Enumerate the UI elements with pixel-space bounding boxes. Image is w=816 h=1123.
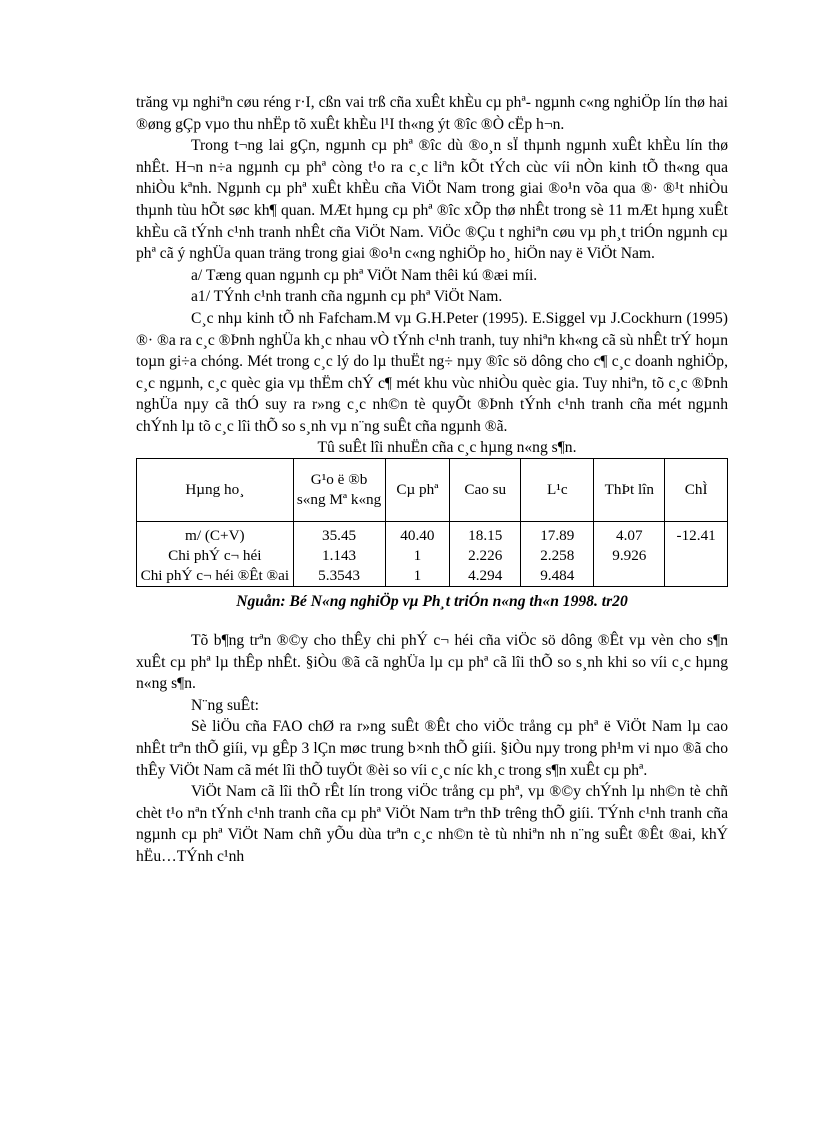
table-cell: m/ (C+V) — [137, 521, 294, 546]
table-header-row — [137, 458, 728, 521]
table-row — [137, 546, 728, 566]
table-header-cell: Cµ phª — [385, 458, 450, 521]
table-cell: 4.07 — [594, 521, 665, 546]
table-cell: 40.40 — [385, 521, 450, 546]
table-cell: 17.89 — [521, 521, 594, 546]
table-header-cell: L¹c — [521, 458, 594, 521]
paragraph-intro-continued: trăng vµ nghiªn cøu réng r·I, cßn vai trß cña xuÊt khÈu cµ phª- ngµnh c«ng nghiÖp lín thø hai ®øng gÇp vµo thu nhËp tõ xuÊt khÈu l¹I th«ng ýt ®îc ®Ò cËp h¬n. — [136, 94, 728, 133]
heading-productivity: N¨ng suÊt: — [191, 696, 260, 714]
paragraph-fao-data: Sè liÖu cña FAO chØ ra r»ng suÊt ®Êt cho viÖc trång cµ phª ë ViÖt Nam lµ cao nhÊt trªn thÕ giíi, vµ gÊp 3 lÇn møc trung b×nh thÕ giíi. §iÒu nµy trong ph¹m vi nµo ®ã cho thÊy ViÖt Nam cã mét lîi thÕ tuyÖt ®èi so víi c¸c níc kh¸c trong s¶n xuÊt cµ phª. — [136, 718, 728, 779]
table-header-cell: Cao su — [450, 458, 521, 521]
paragraph-economists: C¸c nhµ kinh tÕ nh Fafcham.M vµ G.H.Peter (1995). E.Siggel vµ J.Cockhurn (1995) ®· ®a ra c¸c ®Þnh nghÜa kh¸c nhau vÒ tÝnh c¹nh tranh, tuy nhiªn kh«ng cã sù nhÊt trÝ hoµn toµn gi÷a chóng. Mét trong c¸c lý do lµ thuËt ng÷ nµy ®îc sö dông cho c¶ c¸c doanh nghiÖp, c¸c ngµnh, c¸c quèc gia vµ thËm chÝ c¶ mét khu vùc nhiÒu quèc gia. Tuy nhiªn, tõ c¸c ®Þnh nghÜa nµy cã thÓ suy ra r»ng c¸c nh©n tè quyÕt ®Þnh tÝnh c¹nh tranh cña mét ngµnh chÝnh lµ tõ c¸c lîi thÕ so s¸nh vµ n¨ng suÊt cña ngµnh ®ã. — [136, 309, 728, 435]
table-cell: 35.45 — [293, 521, 385, 546]
table-row — [137, 521, 728, 546]
table-cell: 5.3543 — [293, 566, 385, 587]
table-header-cell: Hµng ho¸ — [137, 458, 294, 521]
table-cell: 2.258 — [521, 546, 594, 566]
heading-overview: a/ Tæng quan ngµnh cµ phª ViÖt Nam thêi kú ®æi míi. — [191, 266, 538, 284]
table-cell — [665, 546, 728, 566]
paragraph-advantage: ViÖt Nam cã lîi thÕ rÊt lín trong viÖc trång cµ phª, vµ ®©y chÝnh lµ nh©n tè chñ chèt t¹o nªn tÝnh c¹nh tranh cña cµ phª ViÖt Nam trªn thÞ trêng thÕ giíi. TÝnh c¹nh tranh cña ngµnh cµ phª ViÖt Nam chñ yÕu dùa trªn c¸c nh©n tè tù nhiªn nh n¨ng suÊt ®Êt ®ai, khÝ hËu…TÝnh c¹nh — [136, 783, 728, 866]
table-cell: 9.484 — [521, 566, 594, 587]
table-cell: 2.226 — [450, 546, 521, 566]
table-title: Tû suÊt lîi nhuËn cña c¸c hµng n«ng s¶n. — [317, 438, 577, 456]
table-cell: Chi phÝ c¬ héi — [137, 546, 294, 566]
table-cell: 4.294 — [450, 566, 521, 587]
document-page — [136, 92, 728, 868]
table-cell: Chi phÝ c¬ héi ®Êt ®ai — [137, 566, 294, 587]
table-cell: -12.41 — [665, 521, 728, 546]
table-source: Nguån: Bé N«ng nghiÖp vµ Ph¸t triÓn n«ng th«n 1998. tr20 — [236, 592, 628, 610]
table-cell — [665, 566, 728, 587]
table-cell: 1.143 — [293, 546, 385, 566]
paragraph-opportunity-cost: Tõ b¶ng trªn ®©y cho thÊy chi phÝ c¬ héi cña viÖc sö dông ®Êt vµ vèn cho s¶n xuÊt cµ phª lµ thÊp nhÊt. §iÒu ®ã cã nghÜa lµ cµ phª cã lîi thÕ so s¸nh khi so víi c¸c hµng n«ng s¶n. — [136, 632, 728, 693]
table-header-cell: ChÌ — [665, 458, 728, 521]
table-cell — [594, 566, 665, 587]
table-cell: 18.15 — [450, 521, 521, 546]
table-cell: 1 — [385, 566, 450, 587]
heading-competitiveness: a1/ TÝnh c¹nh tranh cña ngµnh cµ phª ViÖt Nam. — [191, 288, 503, 306]
paragraph-future-outlook: Trong t¬ng lai gÇn, ngµnh cµ phª ®îc dù ®o¸n sÏ thµnh ngµnh xuÊt khÈu lín thø nhÊt. H¬n n÷a ngµnh cµ phª còng t¹o ra c¸c liªn kÕt tÝch cùc víi nÒn kinh tÕ th«ng qua nhiÒu kªnh. Ngµnh cµ phª xuÊt khÈu cña ViÖt Nam trong giai ®o¹n võa qua ®· ®¹t nhiÒu thµnh tùu hÕt søc kh¶ quan. MÆt hµng cµ phª ®îc xÕp thø nhÊt trong sè 11 mÆt hµng xuÊt khÈu cã tÝnh c¹nh tranh nhÊt cña ViÖt Nam. ViÖc ®Çu t nghiªn cøu vµ ph¸t triÓn ngµnh cµ phª cã ý nghÜa quan träng trong giai ®o¹n c«ng nghiÖp ho¸ hiÖn nay ë ViÖt Nam. — [136, 137, 728, 263]
table-header-cell: ThÞt lîn — [594, 458, 665, 521]
table-cell: 1 — [385, 546, 450, 566]
table-cell: 9.926 — [594, 546, 665, 566]
table-row — [137, 566, 728, 587]
table-header-cell: G¹o ë ®b s«ng Mª k«ng — [293, 458, 385, 521]
profit-rate-table — [136, 458, 728, 587]
